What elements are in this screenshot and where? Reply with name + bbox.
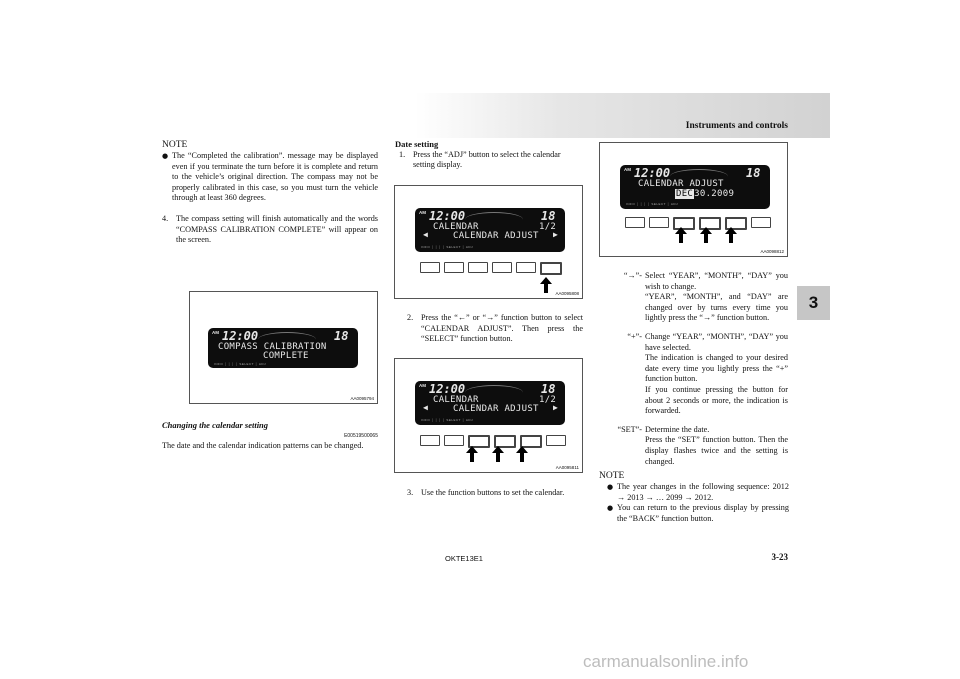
step-2-block — [395, 313, 583, 345]
chapter-tab: 3 — [797, 286, 830, 320]
arrow-up-icon — [540, 277, 552, 293]
function-button[interactable] — [649, 217, 669, 228]
lcd-display: AM 12:00 18 COMPASS CALIBRATION COMPLETE INFO │ │ │ │ SELECT │ ADJ — [208, 328, 358, 368]
note-block-2 — [599, 470, 789, 524]
definition-plus: “+”- Change “YEAR”, “MONTH”, “DAY” you have selected. The indication is changed to your desired date every time you lightly press the “+” function button. If you continue pressing the button for about 2 seconds or more, the indication is forwarded. — [627, 331, 788, 416]
header-band — [415, 93, 830, 138]
footer-code: OKTE13E1 — [445, 554, 483, 563]
function-button[interactable] — [546, 435, 566, 446]
definition-set: “SET”- Determine the date. Press the “SET” function button. Then the display flashes twice and the setting is changed. — [617, 424, 788, 466]
bullet-icon: ● — [607, 483, 614, 491]
figure-code: AA0095808 — [555, 291, 579, 296]
page-number: 3-23 — [771, 552, 788, 562]
function-button[interactable] — [420, 435, 440, 446]
left-arrow-icon: ◀ — [423, 230, 428, 239]
section-heading: Changing the calendar setting — [162, 420, 269, 430]
note-bullet: ● The year changes in the following sequence: 2012 → 2013 → … 2099 → 2012. — [607, 482, 789, 502]
note-bullet: ● The “Completed the calibration”. message may be displayed even if you terminate the turn before it is complete and return to the vehicle’s original direction. The compass may not be properly calibrated in this case, so you must turn the vehicle through at least 360 degrees. — [162, 151, 378, 203]
function-button[interactable] — [751, 217, 771, 228]
arrow-up-icon — [516, 446, 528, 462]
left-arrow-icon: ◀ — [423, 403, 428, 412]
arrow-up-icon — [725, 227, 737, 243]
bullet-icon: ● — [162, 152, 169, 160]
function-buttons — [625, 217, 771, 230]
lcd-display: AM 12:00 18 CALENDAR 1/2 ◀ CALENDAR ADJUST ▶ INFO │ │ │ │ SELECT │ ADJ — [415, 208, 565, 252]
figure-calendar-adjust — [394, 358, 583, 473]
note-bullet: ● You can return to the previous display by pressing the “BACK” function button. — [607, 503, 789, 523]
adj-button[interactable] — [540, 262, 562, 275]
right-arrow-icon: ▶ — [553, 403, 558, 412]
header-title: Instruments and controls — [685, 121, 788, 131]
step-4: 4. The compass setting will finish automatically and the words “COMPASS CALIBRATION COMPLETE” will appear on the screen. — [162, 213, 378, 245]
function-button[interactable] — [420, 262, 440, 273]
note-heading: NOTE — [599, 471, 625, 481]
watermark: carmanualsonline.info — [583, 652, 749, 671]
step-1: 1. Press the “ADJ” button to select the calendar setting display. — [399, 149, 561, 170]
note-heading: NOTE — [162, 140, 188, 150]
figure-calendar-date — [599, 142, 788, 257]
figure-calendar-select — [394, 185, 583, 299]
column-3 — [602, 271, 788, 467]
step-3: 3. Use the function buttons to set the calendar. — [407, 488, 565, 497]
section-text: The date and the calendar indication patterns can be changed. — [162, 441, 364, 451]
bullet-icon: ● — [607, 504, 614, 513]
definition-arrow: “→”- Select “YEAR”, “MONTH”, “DAY” you wish to change. “YEAR”, “MONTH”, and “DAY” are changed over by turns every time you lightly press the “→” function button. — [623, 271, 788, 323]
function-button[interactable] — [444, 435, 464, 446]
figure-code: AA0095811 — [555, 465, 579, 470]
figure-code: AA0098812 — [760, 249, 784, 254]
arrow-up-icon — [466, 446, 478, 462]
function-button[interactable] — [625, 217, 645, 228]
function-button[interactable] — [444, 262, 464, 273]
arrow-up-icon — [492, 446, 504, 462]
section-code: E00519500065 — [344, 432, 378, 439]
function-button[interactable] — [492, 262, 512, 273]
column-1 — [162, 139, 378, 246]
arrow-up-icon — [675, 227, 687, 243]
arrow-up-icon — [700, 227, 712, 243]
lcd-display: AM 12:00 18 CALENDAR 1/2 ◀ CALENDAR ADJUST ▶ INFO │ │ │ │ SELECT │ ADJ — [415, 381, 565, 425]
function-buttons — [420, 262, 562, 275]
right-arrow-icon: ▶ — [553, 230, 558, 239]
figure-compass-complete — [189, 291, 378, 404]
lcd-display: AM 12:00 18 CALENDAR ADJUST DEC30.2009 INFO │ │ │ │ SELECT │ ADJ — [620, 165, 770, 209]
date-setting-heading: Date setting — [395, 139, 439, 149]
function-button[interactable] — [516, 262, 536, 273]
column-2 — [395, 139, 583, 171]
step-2: 2. Press the “←” or “→” function button to select “CALENDAR ADJUST”. Then press the “SELECT” function button. — [407, 313, 583, 344]
calendar-section — [162, 420, 378, 452]
function-button[interactable] — [468, 262, 488, 273]
step-3-block — [395, 488, 585, 499]
figure-code: AA0095794 — [350, 396, 374, 401]
